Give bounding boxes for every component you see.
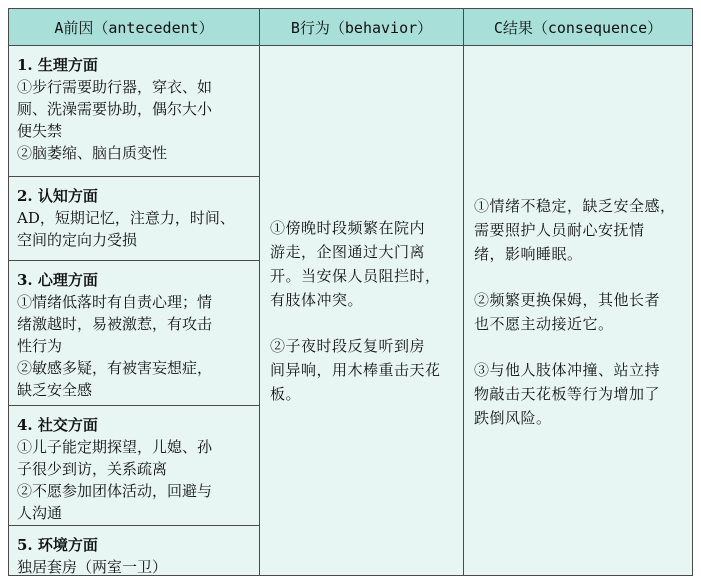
antecedent-title: 5. 环境方面 (17, 536, 98, 554)
header-consequence: C结果（consequence） (463, 8, 693, 46)
antecedent-line: ①步行需要助行器，穿衣、如 (17, 78, 213, 96)
antecedent-line: AD，短期记忆，注意力，时间、 (17, 209, 235, 227)
antecedent-line: ②不愿参加团体活动，回避与 (17, 482, 213, 500)
antecedent-line: 缺乏安全感 (17, 381, 93, 399)
behavior-column (259, 46, 464, 576)
antecedent-line: ①情绪低落时有自责心理；情 (17, 293, 213, 311)
consequence-text (464, 194, 692, 452)
antecedent-line: 厕、洗澡需要协助，偶尔大小 (17, 100, 213, 118)
consequence-line: 物敲击天花板等行为增加了 (474, 385, 661, 403)
antecedent-title: 2. 认知方面 (17, 187, 98, 205)
behavior-line: 板。 (270, 385, 302, 403)
antecedent-column (8, 46, 260, 576)
antecedent-title: 4. 社交方面 (17, 416, 98, 434)
antecedent-line: 子很少到访，关系疏离 (17, 460, 168, 478)
consequence-line: 也不愿主动接近它。 (474, 315, 614, 333)
antecedent-environment (9, 526, 259, 576)
behavior-line: ①傍晚时段频繁在院内 (270, 219, 426, 237)
antecedent-line: 独居套房（两室一卫） (17, 558, 168, 576)
behavior-line: 开。当安保人员阻拦时， (270, 267, 441, 285)
consequence-line: ②频繁更换保姆，其他长者 (474, 291, 661, 309)
consequence-line: 需要照护人员耐心安抚情 (474, 221, 645, 239)
behavior-line: 间异响，用木棒重击天花 (270, 361, 441, 379)
header-antecedent: A前因（antecedent） (8, 8, 260, 46)
behavior-text (260, 216, 463, 428)
consequence-line: 跌倒风险。 (474, 409, 552, 427)
antecedent-cognitive (9, 177, 259, 261)
consequence-line: ③与他人肢体冲撞、站立持 (474, 361, 661, 379)
behavior-line: ②子夜时段反复听到房 (270, 337, 426, 355)
behavior-line: 游走，企图通过大门离 (270, 243, 426, 261)
behavior-line: 有肢体冲突。 (270, 291, 364, 309)
antecedent-psychological (9, 261, 259, 406)
antecedent-line: 性行为 (17, 337, 63, 355)
antecedent-line: 便失禁 (17, 122, 63, 140)
antecedent-line: 空间的定向力受损 (17, 231, 138, 249)
consequence-column (463, 46, 693, 576)
antecedent-title: 1. 生理方面 (17, 56, 98, 74)
antecedent-line: 人沟通 (17, 504, 63, 522)
antecedent-line: ①儿子能定期探望，儿媳、孙 (17, 438, 213, 456)
antecedent-physiological (9, 46, 259, 177)
antecedent-line: 绪激越时，易被激惹，有攻击 (17, 315, 213, 333)
antecedent-line: ②脑萎缩、脑白质变性 (17, 144, 168, 162)
antecedent-social (9, 406, 259, 526)
antecedent-line: ②敏感多疑，有被害妄想症， (17, 359, 213, 377)
header-behavior: B行为（behavior） (259, 8, 464, 46)
antecedent-title: 3. 心理方面 (17, 271, 98, 289)
consequence-line: ①情绪不稳定，缺乏安全感， (474, 197, 676, 215)
consequence-line: 绪，影响睡眠。 (474, 245, 583, 263)
